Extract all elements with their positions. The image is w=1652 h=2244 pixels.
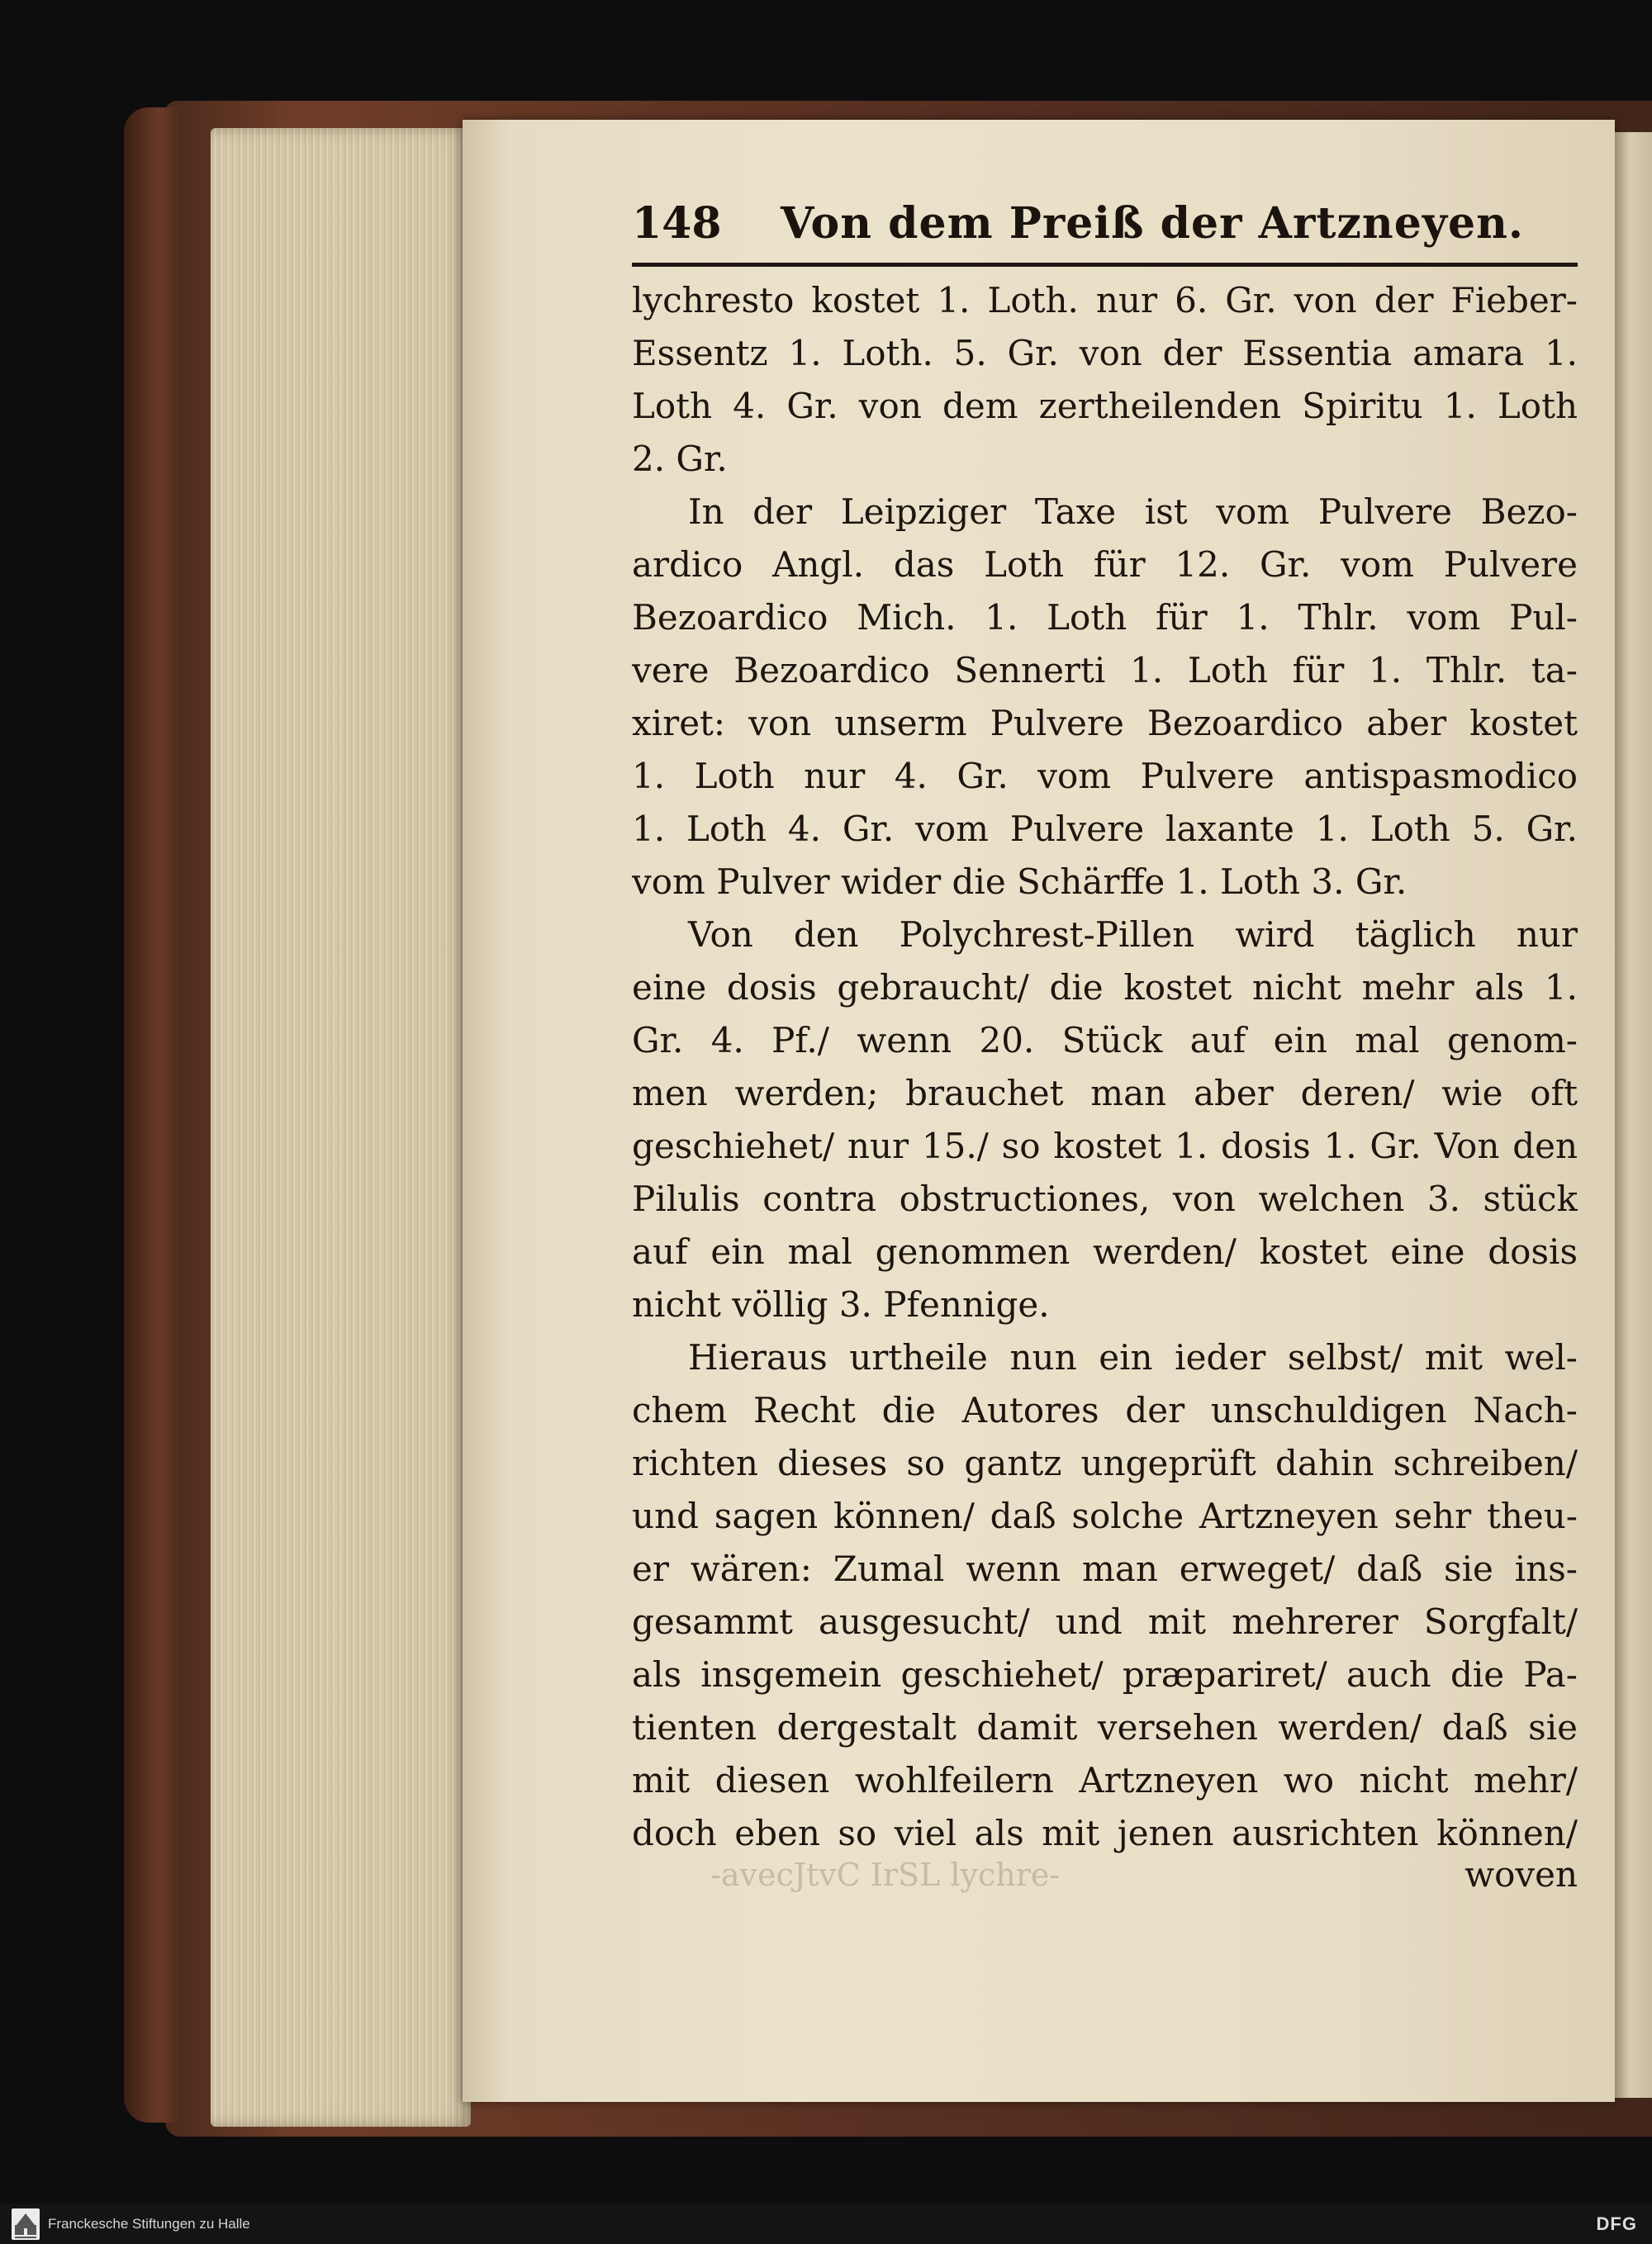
text-line: xiret: von unserm Pulvere Bezoardico aber kostet [632,703,1578,743]
text-line: doch eben so viel als mit jenen ausrichten können/ [632,1813,1578,1853]
facing-page-edge [1615,132,1652,2098]
funder-logo-text: DFG [1596,2213,1637,2234]
text-line: vom Pulver wider die Schärffe 1. Loth 3. Gr. [632,861,1408,902]
text-line: 1. Loth 4. Gr. vom Pulvere laxante 1. Loth 5. Gr. [632,809,1578,849]
page-number: 148 [632,198,722,249]
text-line: mit diesen wohlfeilern Artzneyen wo nicht mehr/ [632,1760,1578,1800]
text-line: richten dieses so gantz ungeprüft dahin schreiben/ [632,1443,1578,1483]
running-head: Von dem Preiß der Artzneyen. [780,198,1524,249]
text-line: 2. Gr. [632,439,728,479]
text-line: Gr. 4. Pf./ wenn 20. Stück auf ein mal genom- [632,1020,1578,1060]
text-line: Bezoardico Mich. 1. Loth für 1. Thlr. vom Pul- [632,597,1578,638]
book-spine-edge [124,107,182,2123]
bleed-through-text: -avecJtvC IrSL lychre- [710,1857,1061,1893]
text-line: 1. Loth nur 4. Gr. vom Pulvere antispasmodico [632,756,1578,796]
header-rule [632,263,1578,267]
paragraph-start-line: In der Leipziger Taxe ist vom Pulvere Bezo- [688,491,1578,532]
paragraph-start-line: Von den Polychrest-Pillen wird täglich nur [688,914,1578,955]
viewer-footer [0,2204,1652,2244]
text-line: gesammt ausgesucht/ und mit mehrerer Sorgfalt/ [632,1601,1578,1642]
institution-name: Franckesche Stiftungen zu Halle [48,2216,250,2232]
text-line: Essentz 1. Loth. 5. Gr. von der Essentia amara 1. [632,333,1578,373]
text-line: ardico Angl. das Loth für 12. Gr. vom Pulvere [632,544,1578,585]
page-edges [211,128,471,2127]
text-line: nicht völlig 3. Pfennige. [632,1284,1050,1325]
text-line: chem Recht die Autores der unschuldigen Nach- [632,1390,1578,1430]
text-line: eine dosis gebraucht/ die kostet nicht mehr als 1. [632,967,1578,1008]
text-line: tienten dergestalt damit versehen werden/ daß sie [632,1707,1578,1748]
text-line: und sagen können/ daß solche Artzneyen sehr theu- [632,1496,1578,1536]
institution-logo-icon [12,2208,40,2240]
text-line: geschiehet/ nur 15./ so kostet 1. dosis 1. Gr. Von den [632,1126,1578,1166]
text-line: er wären: Zumal wenn man erweget/ daß sie ins- [632,1549,1578,1589]
page-body-text [632,274,1578,1860]
catchword: woven [1464,1854,1578,1895]
paragraph-start-line: Hieraus urtheile nun ein ieder selbst/ mit wel- [688,1337,1578,1378]
text-line: vere Bezoardico Sennerti 1. Loth für 1. Thlr. ta- [632,650,1578,690]
page-header [632,198,1578,263]
text-line: Loth 4. Gr. von dem zertheilenden Spiritu 1. Loth [632,386,1578,426]
text-line: Pilulis contra obstructiones, von welchen 3. stück [632,1179,1578,1219]
text-line: lychresto kostet 1. Loth. nur 6. Gr. von der Fieber- [632,280,1578,320]
text-line: als insgemein geschiehet/ præpariret/ auch die Pa- [632,1654,1578,1695]
text-line: auf ein mal genommen werden/ kostet eine dosis [632,1231,1578,1272]
text-line: men werden; brauchet man aber deren/ wie oft [632,1073,1578,1113]
